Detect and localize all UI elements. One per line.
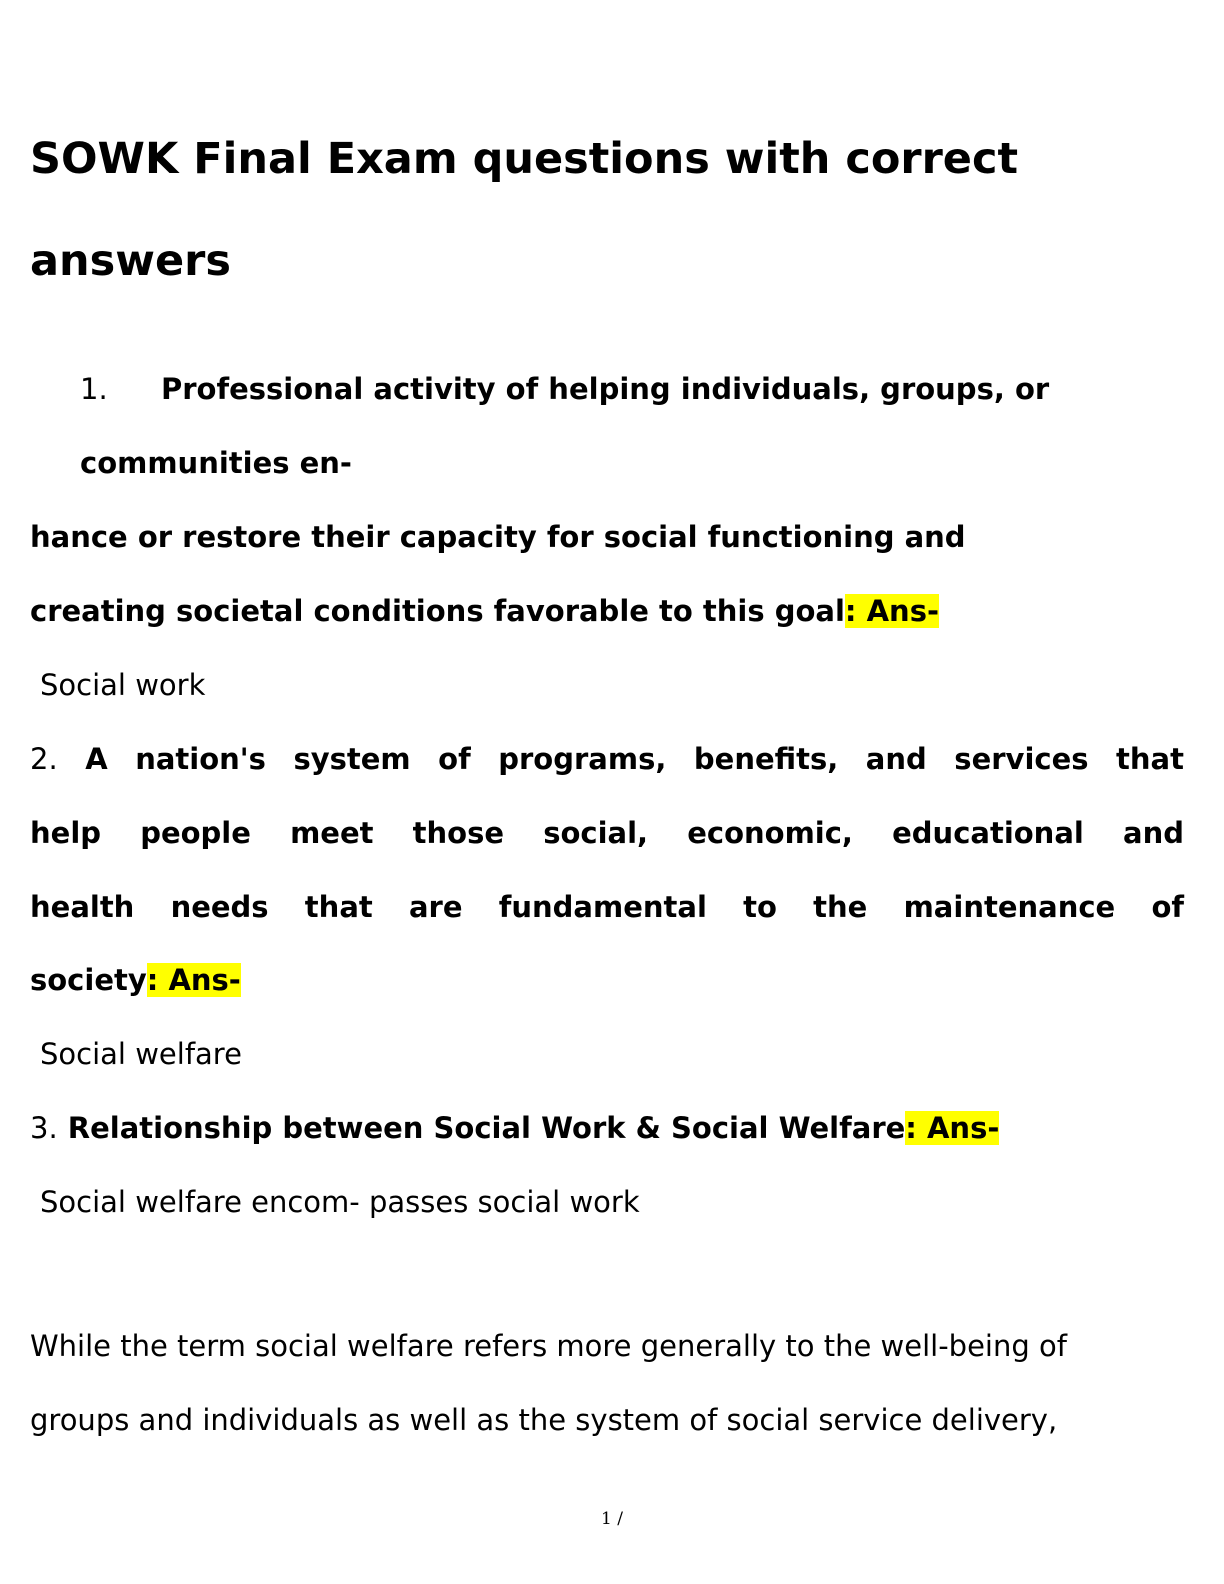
- question-text-line: [30, 591, 939, 631]
- question-text-fragment: society: [30, 963, 147, 997]
- question-number: 3.: [30, 1111, 58, 1145]
- page-number: 1 /: [601, 1509, 623, 1529]
- question-text-fragment: A nation's system of programs, benefits, and services that: [85, 742, 1184, 776]
- question-number: 2.: [30, 742, 58, 776]
- answer-text: Social welfare: [40, 1037, 242, 1071]
- answer-label-highlight: : Ans-: [844, 594, 939, 628]
- answer-text: Social work: [40, 668, 206, 702]
- question-text-line: health needs that are fundamental to the maintenance of: [30, 890, 1184, 924]
- paragraph-line: While the term social welfare refers more generally to the well-being of: [30, 1329, 1067, 1363]
- question-text-line: [30, 960, 241, 1000]
- paragraph-line: groups and individuals as well as the system of social service delivery,: [30, 1403, 1058, 1437]
- question-text-line: hance or restore their capacity for social functioning and: [30, 520, 966, 554]
- document-title: SOWK Final Exam questions with correct answers: [30, 134, 1019, 286]
- question-text-line: [30, 1108, 999, 1148]
- question-text-line: [30, 739, 1184, 779]
- answer-label-highlight: : Ans-: [146, 963, 241, 997]
- answer-label-highlight: : Ans-: [905, 1111, 1000, 1145]
- question-text-line: communities en-: [80, 446, 352, 480]
- question-text-fragment: Relationship between Social Work & Social Welfare: [67, 1111, 906, 1145]
- question-text-fragment: creating societal conditions favorable to this goal: [30, 594, 845, 628]
- answer-text: Social welfare encom- passes social work: [40, 1185, 640, 1219]
- question-text-line: Professional activity of helping individuals, groups, or: [161, 372, 1050, 406]
- question-text-line: help people meet those social, economic, educational and: [30, 816, 1184, 850]
- question-number: 1.: [80, 372, 108, 406]
